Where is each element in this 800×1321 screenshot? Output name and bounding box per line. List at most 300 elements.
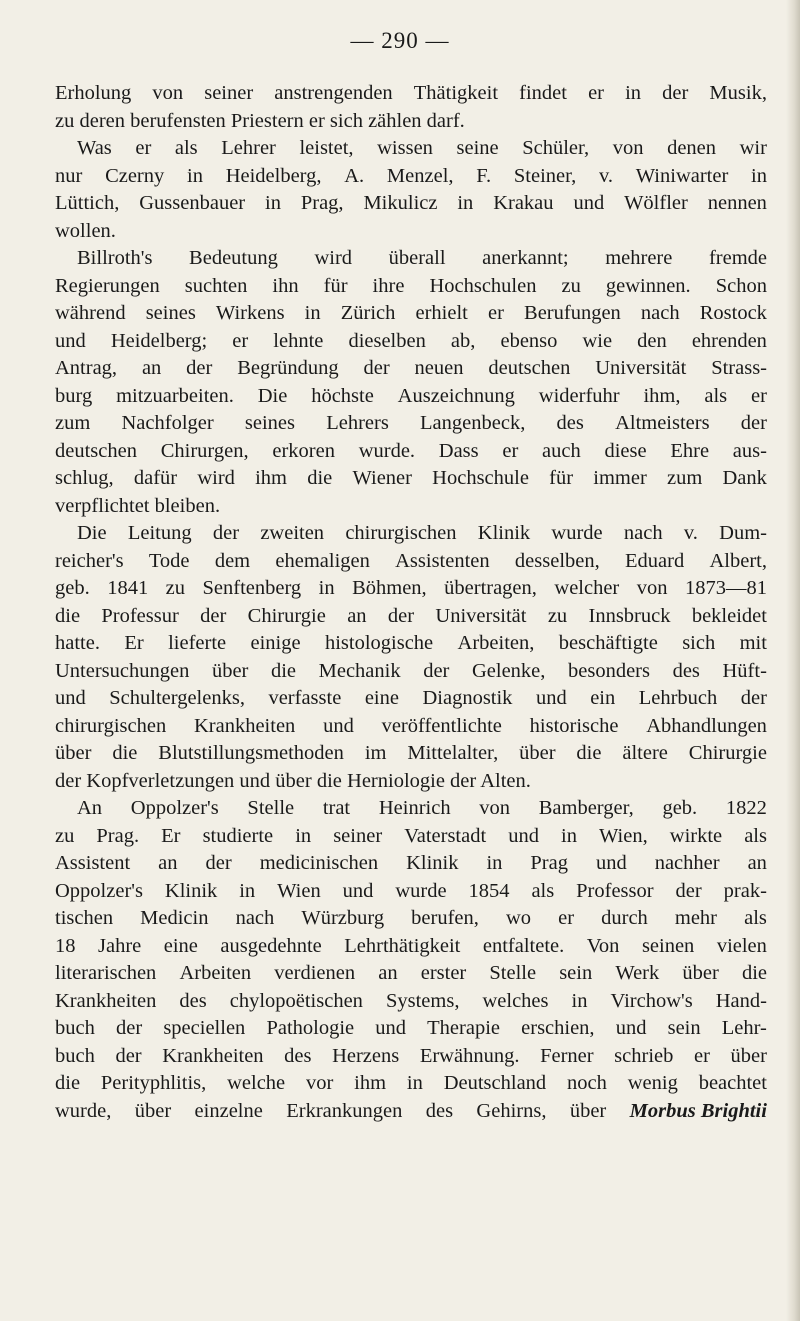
word: 1873—81 [684,577,767,599]
word: nach [623,522,663,544]
word: Professor [576,879,654,902]
word: Werk [615,962,660,984]
word: Dass [438,439,479,462]
word: Chirurgen, [160,439,249,462]
word: über [519,742,556,764]
word: Hand- [715,989,767,1012]
text-line [55,575,767,603]
word: Klinik [406,852,459,874]
word: erkoren [272,439,335,462]
word: übertragen, [444,577,537,599]
word: Rostock [699,302,767,324]
word: Krakau [493,192,554,214]
text-line [55,878,767,906]
word: Schon [715,274,767,297]
line-text: verpflichtet bleiben. [55,494,221,517]
word: Pathologie [266,1017,355,1039]
word: geb. [55,577,90,599]
word: Würzburg [301,907,385,929]
word: er [135,137,152,159]
word: Blutstillungsmethoden [158,742,344,764]
text-line [55,1070,767,1098]
page-number: — 290 — [350,28,450,53]
word: Heinrich [378,797,451,819]
word: welches [482,989,549,1012]
word: hatte. [55,632,100,654]
word: schrieb [614,1044,674,1067]
word: Oppolzer's [55,879,143,902]
word: chirurgischen [55,714,167,737]
word: ihm [354,1072,387,1094]
word: Dank [722,467,767,489]
word: Auszeichnung [397,384,515,407]
word: nach [235,907,275,929]
word: Erkrankungen [286,1099,403,1122]
word: lieferte [168,632,227,654]
word: 1854 [468,879,510,902]
word: Vaterstadt [404,824,487,847]
word: der [200,604,227,627]
word: Mittelalter, [407,742,499,764]
word: Lüttich, [55,192,120,214]
word: des [425,1099,454,1122]
text-line [55,438,767,466]
word: Krankheiten [55,989,157,1012]
word: für [549,467,574,489]
word: wurde [395,879,447,902]
word: Prag. [96,824,140,847]
text-line [55,465,767,493]
word: Leitung [127,522,192,544]
word: anstrengenden [274,82,393,104]
word: durch [601,907,648,929]
word: lehnte [273,329,324,352]
word: Gussenbauer [139,192,246,214]
word: v. [599,164,614,187]
word: Wiener [352,467,412,489]
word: der [363,357,390,379]
word: in [295,824,312,847]
word: verfasste [268,687,342,709]
word: die [112,742,138,764]
word: und [595,852,627,874]
word: trat [322,797,351,819]
word: mit [739,632,767,654]
word: als [744,824,767,847]
text-line [55,850,767,878]
line-text: der Kopfverletzungen und über die Herniologie der Alten. [55,769,531,792]
word: Menzel, [386,164,454,187]
word: für [323,274,348,297]
word: seines [145,302,196,324]
word: wird [197,467,235,489]
word: überall [388,247,446,269]
word: erster [420,962,467,984]
word: in [304,302,321,324]
line-text: wollen. [55,219,116,242]
word: Professur [101,604,179,627]
text-line [55,190,767,218]
word: berufen, [411,907,479,929]
word: über [55,742,92,764]
word: seines [244,412,296,434]
word: Hüft- [722,659,767,682]
word: wir [739,137,767,159]
word: an [378,962,398,984]
word: über [211,659,249,682]
word: wenig [627,1072,678,1094]
word: beachtet [698,1072,767,1094]
word: Hochschule [432,467,529,489]
word: des [284,1044,312,1067]
word: als [174,137,198,159]
word: Heidelberg, [225,164,322,187]
word: der [423,659,450,682]
word: der [740,687,767,709]
word: zu [561,274,581,297]
word: Prag, [300,192,344,214]
word: des [556,412,584,434]
word: von [152,82,184,104]
word: Universität [595,357,687,379]
text-line [55,300,767,328]
word: chirurgischen [345,522,457,544]
word: Die [257,384,288,407]
word: Lehrers [326,412,389,434]
word: Heidelberg; [110,329,208,352]
word: ehemaligen [275,549,370,572]
word: zu [165,577,186,599]
word: Assistenten [395,549,490,572]
word: gewinnen. [605,274,691,297]
word: er [588,82,604,104]
word: die [55,1072,81,1094]
word: einzelne [194,1099,263,1122]
text-line [55,245,767,273]
word: findet [519,82,567,104]
word: Erwähnung. [419,1044,520,1067]
word: Billroth's [77,247,153,269]
word: tischen [55,907,114,929]
text-line [55,273,767,301]
word: seinen [641,934,695,957]
word: Bamberger, [538,797,634,819]
word: wurde. [358,439,416,462]
word: Krankheiten [193,714,296,737]
word: des [179,989,207,1012]
word: der [675,879,702,902]
word: sein [559,962,593,984]
word: Berufungen [524,302,621,324]
word: die [741,962,767,984]
word: besonders [568,659,650,682]
word: beschäftigte [558,632,658,654]
word: deutschen [488,357,571,379]
word: noch [567,1072,607,1094]
word: literarischen [55,962,157,984]
word: über [134,1099,172,1122]
word: Ferner [540,1044,594,1067]
word: ausgedehnte [220,934,322,957]
word: in [406,1072,423,1094]
word: an [747,852,767,874]
word: die [576,742,602,764]
word: dem [214,549,251,572]
word: an [141,357,162,379]
word: Hochschulen [429,274,537,297]
word: Lehrthätigkeit [344,934,461,957]
word: An [77,797,103,819]
word: Arbeiten, [457,632,535,654]
word: desselben, [514,549,600,572]
word: und [323,714,354,737]
word: leistet, [299,137,354,159]
word: er [232,329,249,352]
word: Was [77,137,112,159]
word: mitzuarbeiten. [116,384,234,407]
word: Lehr- [721,1017,767,1039]
word: zu [55,824,75,847]
word: höchste [311,384,374,407]
word: des [672,659,700,682]
word: von [612,137,644,159]
word: Langenbeck, [420,412,526,434]
word: und [573,192,605,214]
text-line [55,80,767,108]
page-edge-shadow [786,0,800,1321]
word: fremde [708,247,767,269]
word: buch [55,1044,95,1067]
word: historische [529,714,619,737]
word: seiner [204,82,254,104]
word: chylopoëtischen [229,989,363,1012]
word: sein [667,1017,701,1039]
word: Mechanik [318,659,401,682]
word: Altmeisters [615,412,710,434]
word: vor [305,1072,334,1094]
word: in [239,879,256,902]
word: Innsbruck [588,604,671,627]
word: Von [586,934,620,957]
word: in [561,824,577,847]
text-line [55,933,767,961]
word: Gehirns, [476,1099,547,1122]
word: wie [582,329,613,352]
word: 1822 [725,797,767,819]
word: in [457,192,474,214]
word: Gelenke, [471,659,546,682]
word: v. [683,522,698,544]
word: speciellen [163,1017,246,1039]
word: Nachfolger [121,412,214,434]
word: denen [667,137,717,159]
word: in [265,192,281,214]
word: wurde, [55,1099,112,1122]
word: Antrag, [55,357,118,379]
word: Wien, [599,824,648,847]
word: Stelle [247,797,295,819]
word: Abhandlungen [646,714,767,737]
word: Prag [530,852,568,874]
word: Klinik [477,522,531,544]
word: studierte [202,824,274,847]
line-text: zu deren berufensten Priestern er sich zählen darf. [55,109,465,132]
word: Die [77,522,107,544]
word: an [347,604,367,627]
word: suchten [184,274,248,297]
word: Steiner, [513,164,577,187]
text-line [55,410,767,438]
word: Perityphlitis, [100,1072,207,1094]
word: in [486,852,503,874]
word: geb. [662,797,698,819]
word: burg [55,384,93,407]
word: eine [364,687,399,709]
text-line [55,383,767,411]
word: Er [124,632,144,654]
word: anerkannt; [482,247,569,269]
word: der [186,357,213,379]
word: über [730,1044,767,1067]
word: Systems, [385,989,460,1012]
word: buch [55,1017,95,1039]
word: zweiten [260,522,325,544]
word: ein [590,687,616,709]
text-line [55,823,767,851]
word: ihm [255,467,288,489]
word: schlug, [55,467,114,489]
word: nachher [654,852,720,874]
word: dafür [133,467,178,489]
word: an [158,852,178,874]
word: Herzens [332,1044,400,1067]
word: Chirurgie [688,742,767,764]
text-line [55,548,767,576]
word: Tode [148,549,190,572]
text-line [55,163,767,191]
word: der [740,412,767,434]
word: erhielt [415,302,468,324]
word: über [569,1099,607,1122]
word: medicinischen [259,852,379,874]
word: Senftenberg [202,577,302,599]
word: der [387,604,415,627]
word: immer [593,467,647,489]
word: welcher [554,577,620,599]
word: der [662,82,689,104]
word: ihn [272,274,299,297]
text-line [55,218,767,246]
word: in [751,164,767,187]
word: Jahre [98,934,142,957]
word: Begründung [237,357,339,379]
word: Assistent [55,852,131,874]
word: auch [542,439,581,462]
word: und [615,1017,647,1039]
word: er [502,439,519,462]
text-line [55,108,767,136]
word: 18 [55,934,76,957]
text-line [55,658,767,686]
word: Erholung [55,82,132,104]
word: Stelle [489,962,537,984]
word: er [487,302,504,324]
word: wo [505,907,532,929]
text-line [55,520,767,548]
text-line [55,768,767,796]
word: verdienen [274,962,356,984]
word: Strass- [711,357,767,379]
word: neuen [414,357,464,379]
word: veröffentlichte [381,714,502,737]
word: in [187,164,203,187]
word: einige [250,632,301,654]
word: nennen [707,192,767,214]
word: Musik, [709,82,767,104]
word: Bedeutung [189,247,278,269]
text-line [55,328,767,356]
word: Deutschland [443,1072,547,1094]
word: Regierungen [55,274,160,297]
word: Zürich [340,302,396,324]
word: A. [344,164,365,187]
text-line [55,960,767,988]
word: zum [55,412,91,434]
word: wissen [377,137,433,159]
word: erschien, [521,1017,595,1039]
word: ab, [450,329,476,352]
word: er [693,1044,710,1067]
word: als [744,907,767,929]
word: Therapie [427,1017,500,1039]
word: Virchow's [610,989,693,1012]
word: den [637,329,667,352]
text-line [55,135,767,163]
text-line [55,1098,767,1126]
word: diese [604,439,647,462]
word: Er [161,824,181,847]
word: und [508,824,539,847]
word: Universität [435,604,527,627]
word: zum [666,467,703,489]
word: ehrenden [691,329,767,352]
text-line [55,988,767,1016]
word: wurde [551,522,603,544]
word: prak- [723,879,767,902]
word: Schultergelenks, [109,687,245,709]
text-line [55,630,767,658]
word: der [116,1017,143,1039]
word: wirkte [669,824,723,847]
word: histologische [324,632,434,654]
text-line [55,1015,767,1043]
word: Thätigkeit [413,82,499,104]
word: die [55,604,81,627]
text-line [55,713,767,741]
word: zu [547,604,568,627]
word: als [704,384,728,407]
word: Winiwarter [635,164,729,187]
word: Böhmen, [352,577,427,599]
italic-term: Morbus Brightii [629,1099,767,1122]
text-line [55,795,767,823]
text-line [55,740,767,768]
word: wird [314,247,353,269]
word: die [270,659,297,682]
word: im [364,742,387,764]
word: ihre [372,274,405,297]
word: sich [682,632,716,654]
